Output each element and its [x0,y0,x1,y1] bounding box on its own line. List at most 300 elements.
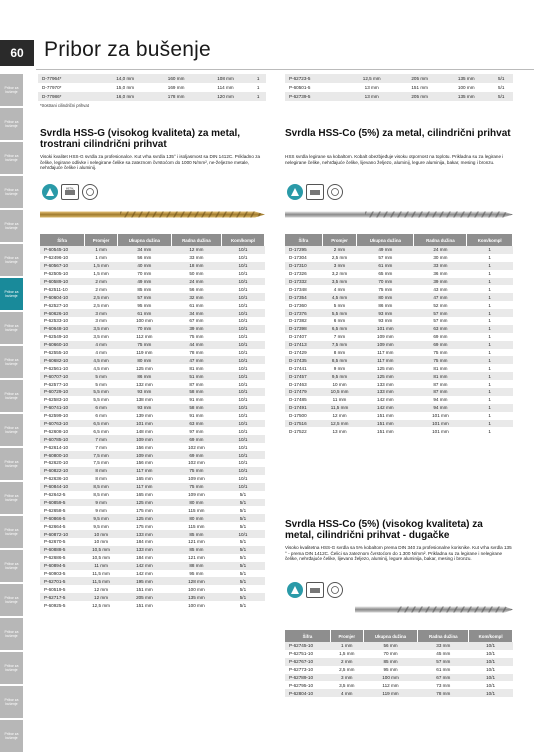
table-cell: 2 mm [85,278,118,286]
table-cell: P-62664-5 [40,522,85,530]
table-cell: 57 mm [418,658,469,666]
table-row [285,301,513,309]
table-cell: 6 mm [322,317,357,325]
table-cell: 93 mm [117,388,171,396]
table-row [38,92,266,101]
table-row [40,404,265,412]
sidebar-tab[interactable]: Pribor za bušenje [0,176,23,208]
table-cell: 10/1 [221,246,264,254]
column-header: Radna dužina [418,630,469,642]
table-cell: 80 mm [357,293,414,301]
table-cell: 2,5 mm [85,293,118,301]
table-cell: 1,5 mm [85,270,118,278]
table-row [40,317,265,325]
table-cell: 93 mm [117,404,171,412]
table-row [40,585,265,593]
table-row [40,364,265,372]
table-cell: 5/1 [490,83,514,92]
sidebar-tab[interactable]: Pribor za bušenje [0,346,23,378]
table-cell: 12,5 mm [322,420,357,428]
table-cell: P-60741-10 [40,404,85,412]
table-cell: 10/1 [221,278,264,286]
table-cell: 133 mm [117,530,171,538]
table-cell: D-17429 [285,349,322,357]
table-cell: 112 mm [363,681,418,689]
table-cell: 75 mm [171,467,221,475]
table-cell: 10/1 [221,412,264,420]
table-cell: 94 mm [414,404,467,412]
table-cell: 45 mm [418,650,469,658]
table-cell: 11 mm [85,562,118,570]
table-cell: P-60604-10 [40,293,85,301]
table-cell: 100 mm [171,601,221,609]
table-cell: 160 mm [151,74,200,83]
table-row [40,254,265,262]
section3-title: Svrdla HSS-Co (5%) (visokog kvaliteta) za metal, cilindrični prihvat - dugačke [285,519,483,541]
sidebar-tab[interactable]: Pribor za bušenje [0,414,23,446]
table-cell: 34 mm [117,246,171,254]
table-cell: 128 mm [171,577,221,585]
table-cell: P-62614-10 [40,443,85,451]
table-row [40,443,265,451]
table-cell: P-62555-10 [40,349,85,357]
table-cell: 135 mm [171,593,221,601]
table-cell: 101 mm [414,427,467,435]
table-cell: 12 mm [85,593,118,601]
table-cell: P-62701-5 [40,577,85,585]
sidebar-tab[interactable]: Pribor za bušenje [0,550,23,582]
table-cell: 61 mm [357,262,414,270]
table-cell: 10/1 [221,349,264,357]
column-header: Promjer [330,630,363,642]
table-cell: 10/1 [221,396,264,404]
column-header: Radna dužina [171,234,221,246]
column-header: Radna dužina [414,234,467,246]
silver-drill-bit-image [285,210,513,219]
table-cell: 5/1 [221,522,264,530]
table-cell: P-62527-10 [40,301,85,309]
table-cell: 33 mm [418,642,469,650]
table-cell: D-17398 [285,325,322,333]
table-cell: 13 mm [322,427,357,435]
table-cell: D-17479 [285,388,322,396]
sidebar-tab[interactable]: Pribor za bušenje [0,516,23,548]
sidebar-tab[interactable]: Pribor za bušenje [0,380,23,412]
sidebar-tab[interactable]: Pribor za bušenje [0,448,23,480]
table-cell: 1 [467,270,513,278]
table-cell: 73 mm [418,681,469,689]
table-cell: 5/1 [221,562,264,570]
table-cell: 3 mm [85,309,118,317]
table-row [285,349,513,357]
table-cell: 5/1 [221,546,264,554]
table-cell: 151 mm [117,585,171,593]
table-cell: P-62620-10 [40,459,85,467]
table-cell: 117 mm [357,356,414,364]
table-cell: 70 mm [117,270,171,278]
table-cell: P-60763-10 [40,420,85,428]
table-cell: 102 mm [171,443,221,451]
table-cell: 10/1 [221,443,264,451]
table-cell: 156 mm [117,459,171,467]
table-cell: 1 [467,341,513,349]
table-cell: 10/1 [221,341,264,349]
table-cell: P-60872-10 [40,530,85,538]
table-cell: 1 [467,333,513,341]
table-cell: P-60567-10 [40,262,85,270]
table-cell: P-62670-5 [40,538,85,546]
table-cell: 63 mm [171,420,221,428]
table-row [285,681,513,689]
table-cell: 8,5 mm [322,356,357,364]
table-cell: 86 mm [357,301,414,309]
table-cell: 5/1 [221,506,264,514]
table-cell: D-17491 [285,404,322,412]
table-cell: 12,5 mm [85,601,118,609]
section3-table [285,630,513,697]
table-cell: 10 mm [322,380,357,388]
table-row [285,325,513,333]
table-cell: 142 mm [357,396,414,404]
table-cell: 88 mm [171,562,221,570]
table-cell: D-17500 [285,412,322,420]
table-cell: D-17382 [285,317,322,325]
sidebar-tab[interactable]: Pribor za bušenje [0,720,23,752]
table-cell: 70 mm [363,650,418,658]
table-cell: 1 mm [85,254,118,262]
table-cell: 10/1 [221,380,264,388]
table-cell: 3,5 mm [322,278,357,286]
table-cell: 10/1 [221,427,264,435]
table-cell: 117 mm [117,483,171,491]
table-cell: P-60925-5 [40,601,85,609]
section3-description: Visoko kvalitetna HSS-G svrdla sa 5% kobaltom prema DIN 340 za profesionalne korisnike. Kut vrha svrdla 135 ° - prema DIN 1412C. Čelici sa zateznom čvrstoćom do 1.300 N/mm². Prikladna su za legirane i nelegirane čelike, nehrđajuće čelike, lijevano željezo, aluminij, legure aluminija, bakar, mesing i bronzu. [285,545,512,562]
table-cell: D-17348 [285,285,322,293]
table-cell: P-62723-5 [285,74,347,83]
table-cell: 58 mm [171,404,221,412]
table-row [40,506,265,514]
table-cell: P-60519-5 [40,585,85,593]
table-cell: 169 mm [151,83,200,92]
table-cell: 151 mm [357,427,414,435]
table-cell: 100 mm [363,674,418,682]
sidebar-tab[interactable]: Pribor za bušenje [0,74,23,106]
table-cell: P-62505-10 [40,270,85,278]
table-cell: 61 mm [418,666,469,674]
table-cell: 5/1 [221,585,264,593]
table-row [285,278,513,286]
table-cell: P-60894-5 [40,562,85,570]
column-header: Ukupna dužina [363,630,418,642]
table-cell: 85 mm [363,658,418,666]
table-cell: D-17326 [285,270,322,278]
table-cell: 6,5 mm [322,325,357,333]
table-cell: 175 mm [117,522,171,530]
table-cell: 10/1 [469,650,513,658]
table-cell: 93 mm [357,309,414,317]
table-cell: 2,5 mm [85,301,118,309]
table-cell: 133 mm [117,546,171,554]
table-row [285,74,513,83]
table-cell: P-62751-10 [285,650,330,658]
table-cell: 75 mm [171,483,221,491]
table-cell: P-60660-10 [40,341,85,349]
table-cell: 67 mm [418,674,469,682]
table-cell: 102 mm [171,459,221,467]
table-cell: 86 mm [117,372,171,380]
table-cell: 5/1 [221,538,264,546]
table-row [285,412,513,420]
table-cell: D-77970* [38,83,99,92]
sidebar-tab[interactable]: Pribor za bušenje [0,652,23,684]
table-cell: 9,5 mm [322,372,357,380]
table-cell: P-62795-10 [285,681,330,689]
table-cell: 119 mm [363,689,418,697]
table-cell: 61 mm [171,301,221,309]
table-cell: P-60844-10 [40,483,85,491]
table-cell: 5,5 mm [322,309,357,317]
table-cell: 10/1 [221,364,264,372]
table-row [285,650,513,658]
table-cell: 1 [467,301,513,309]
table-cell: 10/1 [221,293,264,301]
sidebar-tab[interactable]: Pribor za bušenje [0,244,23,276]
table-cell: 57 mm [414,317,467,325]
table-row [40,301,265,309]
table-cell: 10/1 [221,270,264,278]
table-cell: P-60822-10 [40,467,85,475]
table-cell: 10/1 [469,674,513,682]
table-cell: 57 mm [357,254,414,262]
table-cell: 7 mm [322,333,357,341]
table-cell: 4 mm [85,341,118,349]
table-cell: 10/1 [469,658,513,666]
table-cell: 3 mm [85,317,118,325]
column-header: Šifra [285,630,330,642]
table-cell: 151 mm [117,601,171,609]
table-cell: 8 mm [85,467,118,475]
table-cell: 56 mm [171,285,221,293]
table-row [40,491,265,499]
table-cell: 1 mm [330,642,363,650]
table-cell: 9 mm [322,364,357,372]
table-cell: 4 mm [85,349,118,357]
table-cell: 69 mm [414,341,467,349]
table-cell: D-17435 [285,356,322,364]
table-cell: 117 mm [357,349,414,357]
table-cell: 97 mm [171,427,221,435]
table-cell: 8 mm [85,475,118,483]
table-cell: 132 mm [117,380,171,388]
table-cell: 11 mm [322,396,357,404]
table-cell: 5 mm [85,372,118,380]
table-cell: 3,2 mm [322,270,357,278]
table-row [285,404,513,412]
long-silver-drill-bit-image [355,605,513,614]
table-cell: P-62549-10 [40,333,85,341]
table-cell: D-17457 [285,372,322,380]
table-row [40,325,265,333]
table-cell: 109 mm [117,435,171,443]
table-cell: 9,5 mm [85,522,118,530]
table-cell: 114 mm [201,83,250,92]
table-cell: P-62608-10 [40,427,85,435]
sidebar-tab[interactable]: Pribor za bušenje [0,108,23,140]
table-cell: 57 mm [117,293,171,301]
table-cell: 75 mm [414,349,467,357]
table-cell: 6 mm [85,404,118,412]
table-cell: 5/1 [221,577,264,585]
table-cell: 12 mm [85,585,118,593]
table-row [40,380,265,388]
table-cell: 101 mm [414,420,467,428]
table-cell: D-17354 [285,293,322,301]
table-cell: 65 mm [357,270,414,278]
column-header: Promjer [322,234,357,246]
table-cell: D-17332 [285,278,322,286]
metal-material-icon [61,184,79,200]
table-row [40,522,265,530]
table-row [285,356,513,364]
table-cell: 1 [467,356,513,364]
table-row [285,388,513,396]
table-cell: 1 [467,285,513,293]
sidebar-tab[interactable]: Pribor za bušenje [0,618,23,650]
sidebar-tab[interactable]: Pribor za bušenje [0,584,23,616]
table-cell: 1 [250,74,266,83]
table-row [40,427,265,435]
table-cell: 121 mm [171,538,221,546]
table-cell: 36 mm [414,270,467,278]
table-row [40,451,265,459]
table-cell: 93 mm [357,317,414,325]
table-cell: 109 mm [117,451,171,459]
table-row [285,689,513,697]
table-cell: 33 mm [414,262,467,270]
table-cell: 12 mm [322,412,357,420]
table-cell: 7 mm [85,443,118,451]
table-cell: 80 mm [171,499,221,507]
sidebar-tab[interactable]: Pribor za bušenje [0,278,23,310]
table-cell: 10/1 [221,325,264,333]
sidebar-tab[interactable]: Pribor za bušenje [0,312,23,344]
footnote: *trostrani cilindrični prihvat [40,103,89,108]
column-header: Kom/kompl [469,630,513,642]
table-cell: P-60785-10 [40,435,85,443]
table-row [285,642,513,650]
table-cell: 178 mm [151,92,200,101]
table-cell: 133 mm [357,388,414,396]
table-row [40,333,265,341]
table-cell: 156 mm [117,443,171,451]
table-cell: 10/1 [221,372,264,380]
table-cell: 3 mm [330,674,363,682]
table-cell: P-62804-10 [285,689,330,697]
table-cell: 1 [467,278,513,286]
sidebar-tab[interactable]: Pribor za bušenje [0,142,23,174]
table-cell: 10/1 [469,642,513,650]
table-cell: 78 mm [418,689,469,697]
sidebar-tab[interactable]: Pribor za bušenje [0,482,23,514]
table-cell: 32 mm [171,293,221,301]
table-cell: 33 mm [171,254,221,262]
table-cell: 125 mm [117,514,171,522]
section1-badges [42,184,98,200]
table-row [285,270,513,278]
table-cell: 13 mm [347,83,396,92]
table-cell: 75 mm [171,333,221,341]
table-cell: 8 mm [322,349,357,357]
table-cell: 10/1 [221,333,264,341]
table-cell: P-60589-10 [40,278,85,286]
table-cell: 7 mm [85,435,118,443]
table-row [38,83,266,92]
table-cell: 34 mm [171,309,221,317]
table-cell: P-62636-10 [40,475,85,483]
table-cell: 51 mm [171,372,221,380]
table-cell: 7,5 mm [322,341,357,349]
table-cell: P-62745-10 [285,642,330,650]
table-row [40,246,265,254]
column-header: Ukupna dužina [117,234,171,246]
table-cell: 1 [250,92,266,101]
section3-badges [287,582,343,598]
table-cell: 81 mm [414,372,467,380]
table-cell: 135 mm [443,74,490,83]
table-row [40,435,265,443]
table-cell: 10/1 [221,285,264,293]
table-cell: 52 mm [414,301,467,309]
table-cell: 109 mm [357,341,414,349]
table-row [38,74,266,83]
table-row [40,538,265,546]
table-row [40,467,265,475]
sidebar-tab[interactable]: Pribor za bušenje [0,210,23,242]
table-cell: 138 mm [117,396,171,404]
table-cell: 10/1 [221,262,264,270]
table-row [40,546,265,554]
continuation-table-right [285,74,513,101]
table-cell: 100 mm [117,317,171,325]
table-cell: 1 [250,83,266,92]
table-cell: P-60866-5 [40,514,85,522]
table-cell: 5 mm [322,301,357,309]
table-cell: 5/1 [221,593,264,601]
table-row [40,349,265,357]
table-cell: 184 mm [117,538,171,546]
table-cell: 10/1 [221,483,264,491]
table-cell: 125 mm [117,499,171,507]
table-row [285,380,513,388]
table-cell: 101 mm [357,325,414,333]
table-row [40,499,265,507]
table-row [40,396,265,404]
table-row [285,333,513,341]
table-cell: 10/1 [221,435,264,443]
table-cell: 40 mm [117,262,171,270]
table-cell: P-60707-10 [40,372,85,380]
svg-text:METAL: METAL [65,187,75,191]
table-cell: P-60800-10 [40,451,85,459]
table-cell: 10/1 [221,254,264,262]
side-navigation [0,74,23,752]
table-row [285,285,513,293]
table-cell: 5/1 [490,74,514,83]
sidebar-tab[interactable]: Pribor za bušenje [0,686,23,718]
table-cell: P-62642-5 [40,491,85,499]
table-cell: 1 [467,388,513,396]
table-cell: 10/1 [221,420,264,428]
